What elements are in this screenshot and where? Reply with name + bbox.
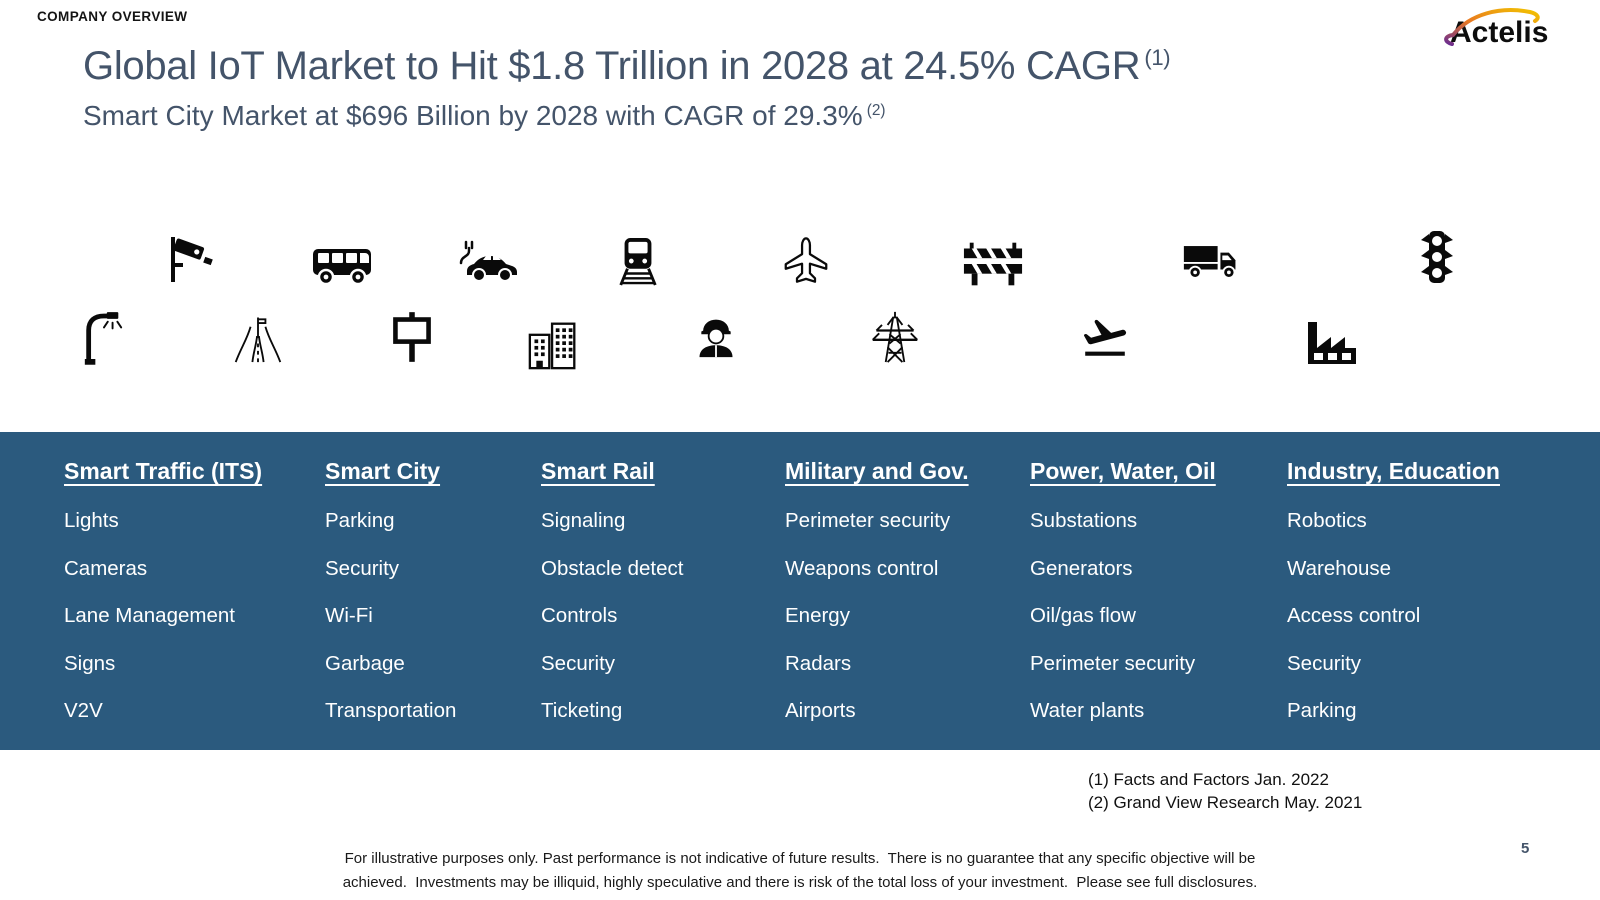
street-lamp-icon bbox=[81, 309, 125, 365]
column-header: Power, Water, Oil bbox=[1030, 458, 1216, 484]
slide-title-footnote-ref: (1) bbox=[1144, 44, 1171, 70]
table-cell: Lights bbox=[64, 509, 119, 532]
svg-text:Actelis: Actelis bbox=[1450, 16, 1549, 49]
table-cell: Signs bbox=[64, 651, 116, 675]
table-cell: Airports bbox=[785, 699, 856, 722]
eyebrow-label: COMPANY OVERVIEW bbox=[37, 9, 188, 24]
airplane-icon bbox=[781, 235, 831, 289]
road-barrier-icon bbox=[962, 240, 1024, 288]
table-cell: Oil/gas flow bbox=[1030, 604, 1136, 627]
table-cell: Obstacle detect bbox=[541, 556, 684, 580]
table-cell: Signaling bbox=[541, 509, 626, 532]
column-smart-city bbox=[325, 458, 456, 723]
factory-icon bbox=[1302, 314, 1362, 366]
disclaimer bbox=[0, 847, 1600, 894]
page-number: 5 bbox=[1521, 840, 1530, 857]
column-military-gov bbox=[785, 458, 969, 723]
power-tower-icon bbox=[869, 309, 921, 365]
slide-subtitle-footnote-ref: (2) bbox=[866, 101, 886, 119]
table-cell: Ticketing bbox=[541, 699, 623, 722]
road-fork-icon bbox=[232, 309, 284, 365]
footnote-2: (2) Grand View Research May. 2021 bbox=[1088, 793, 1363, 812]
slide-title bbox=[83, 44, 1170, 89]
column-smart-traffic bbox=[64, 458, 262, 723]
table-cell: Security bbox=[541, 651, 616, 675]
soldier-icon bbox=[694, 313, 738, 361]
table-cell: Parking bbox=[325, 509, 395, 532]
table-cell: Energy bbox=[785, 604, 850, 627]
footnotes bbox=[1088, 768, 1362, 814]
table-cell: Lane Management bbox=[64, 604, 235, 627]
truck-icon bbox=[1182, 241, 1242, 283]
column-header: Smart Rail bbox=[541, 458, 655, 484]
bus-icon bbox=[310, 243, 374, 287]
column-header: Smart Traffic (ITS) bbox=[64, 458, 263, 484]
road-sign-icon bbox=[389, 310, 435, 364]
airplane-takeoff-icon bbox=[1070, 312, 1140, 362]
slide-subtitle-text: Smart City Market at $696 Billion by 2028 with CAGR of 29.3% bbox=[83, 100, 863, 131]
slide-subtitle bbox=[83, 100, 886, 132]
table-cell: Robotics bbox=[1287, 509, 1367, 532]
footnote-1: (1) Facts and Factors Jan. 2022 bbox=[1088, 770, 1329, 789]
table-cell: Transportation bbox=[325, 699, 457, 722]
train-icon bbox=[615, 235, 661, 289]
city-buildings-icon bbox=[527, 320, 579, 370]
table-cell: Garbage bbox=[325, 651, 405, 675]
electric-car-icon bbox=[455, 240, 519, 284]
company-logo bbox=[1438, 4, 1560, 50]
slide-title-text: Global IoT Market to Hit $1.8 Trillion in 2028 at 24.5% CAGR bbox=[83, 44, 1141, 88]
actelis-logo-icon bbox=[1438, 4, 1560, 50]
market-segments-table bbox=[0, 432, 1600, 750]
column-header: Military and Gov. bbox=[785, 458, 969, 484]
column-header: Smart City bbox=[325, 458, 441, 484]
disclaimer-line-1: For illustrative purposes only. Past performance is not indicative of future results. There is no guarantee that any specific objective will be bbox=[344, 850, 1256, 867]
table-cell: Access control bbox=[1287, 604, 1421, 627]
table-cell: Security bbox=[325, 556, 400, 580]
disclaimer-line-2: achieved. Investments may be illiquid, highly speculative and there is risk of the total loss of your investment. Please see full disclosures. bbox=[342, 873, 1258, 891]
table-cell: Security bbox=[1287, 651, 1362, 675]
column-industry-education bbox=[1287, 458, 1500, 723]
table-cell: Radars bbox=[785, 651, 852, 675]
table-cell: Perimeter security bbox=[785, 509, 951, 532]
table-cell: Controls bbox=[541, 604, 618, 627]
table-cell: Weapons control bbox=[785, 556, 939, 580]
column-smart-rail bbox=[541, 458, 683, 723]
cctv-camera-icon bbox=[162, 236, 218, 288]
table-cell: V2V bbox=[64, 699, 103, 722]
table-cell: Substations bbox=[1030, 509, 1138, 532]
table-cell: Wi-Fi bbox=[325, 604, 373, 627]
table-cell: Warehouse bbox=[1287, 556, 1392, 580]
table-cell: Generators bbox=[1030, 556, 1133, 580]
column-power-water-oil bbox=[1030, 458, 1216, 723]
table-cell: Parking bbox=[1287, 699, 1357, 722]
table-cell: Water plants bbox=[1030, 699, 1145, 722]
traffic-light-icon bbox=[1415, 230, 1459, 286]
table-cell: Perimeter security bbox=[1030, 651, 1196, 675]
column-header: Industry, Education bbox=[1287, 458, 1500, 484]
table-cell: Cameras bbox=[64, 556, 148, 580]
